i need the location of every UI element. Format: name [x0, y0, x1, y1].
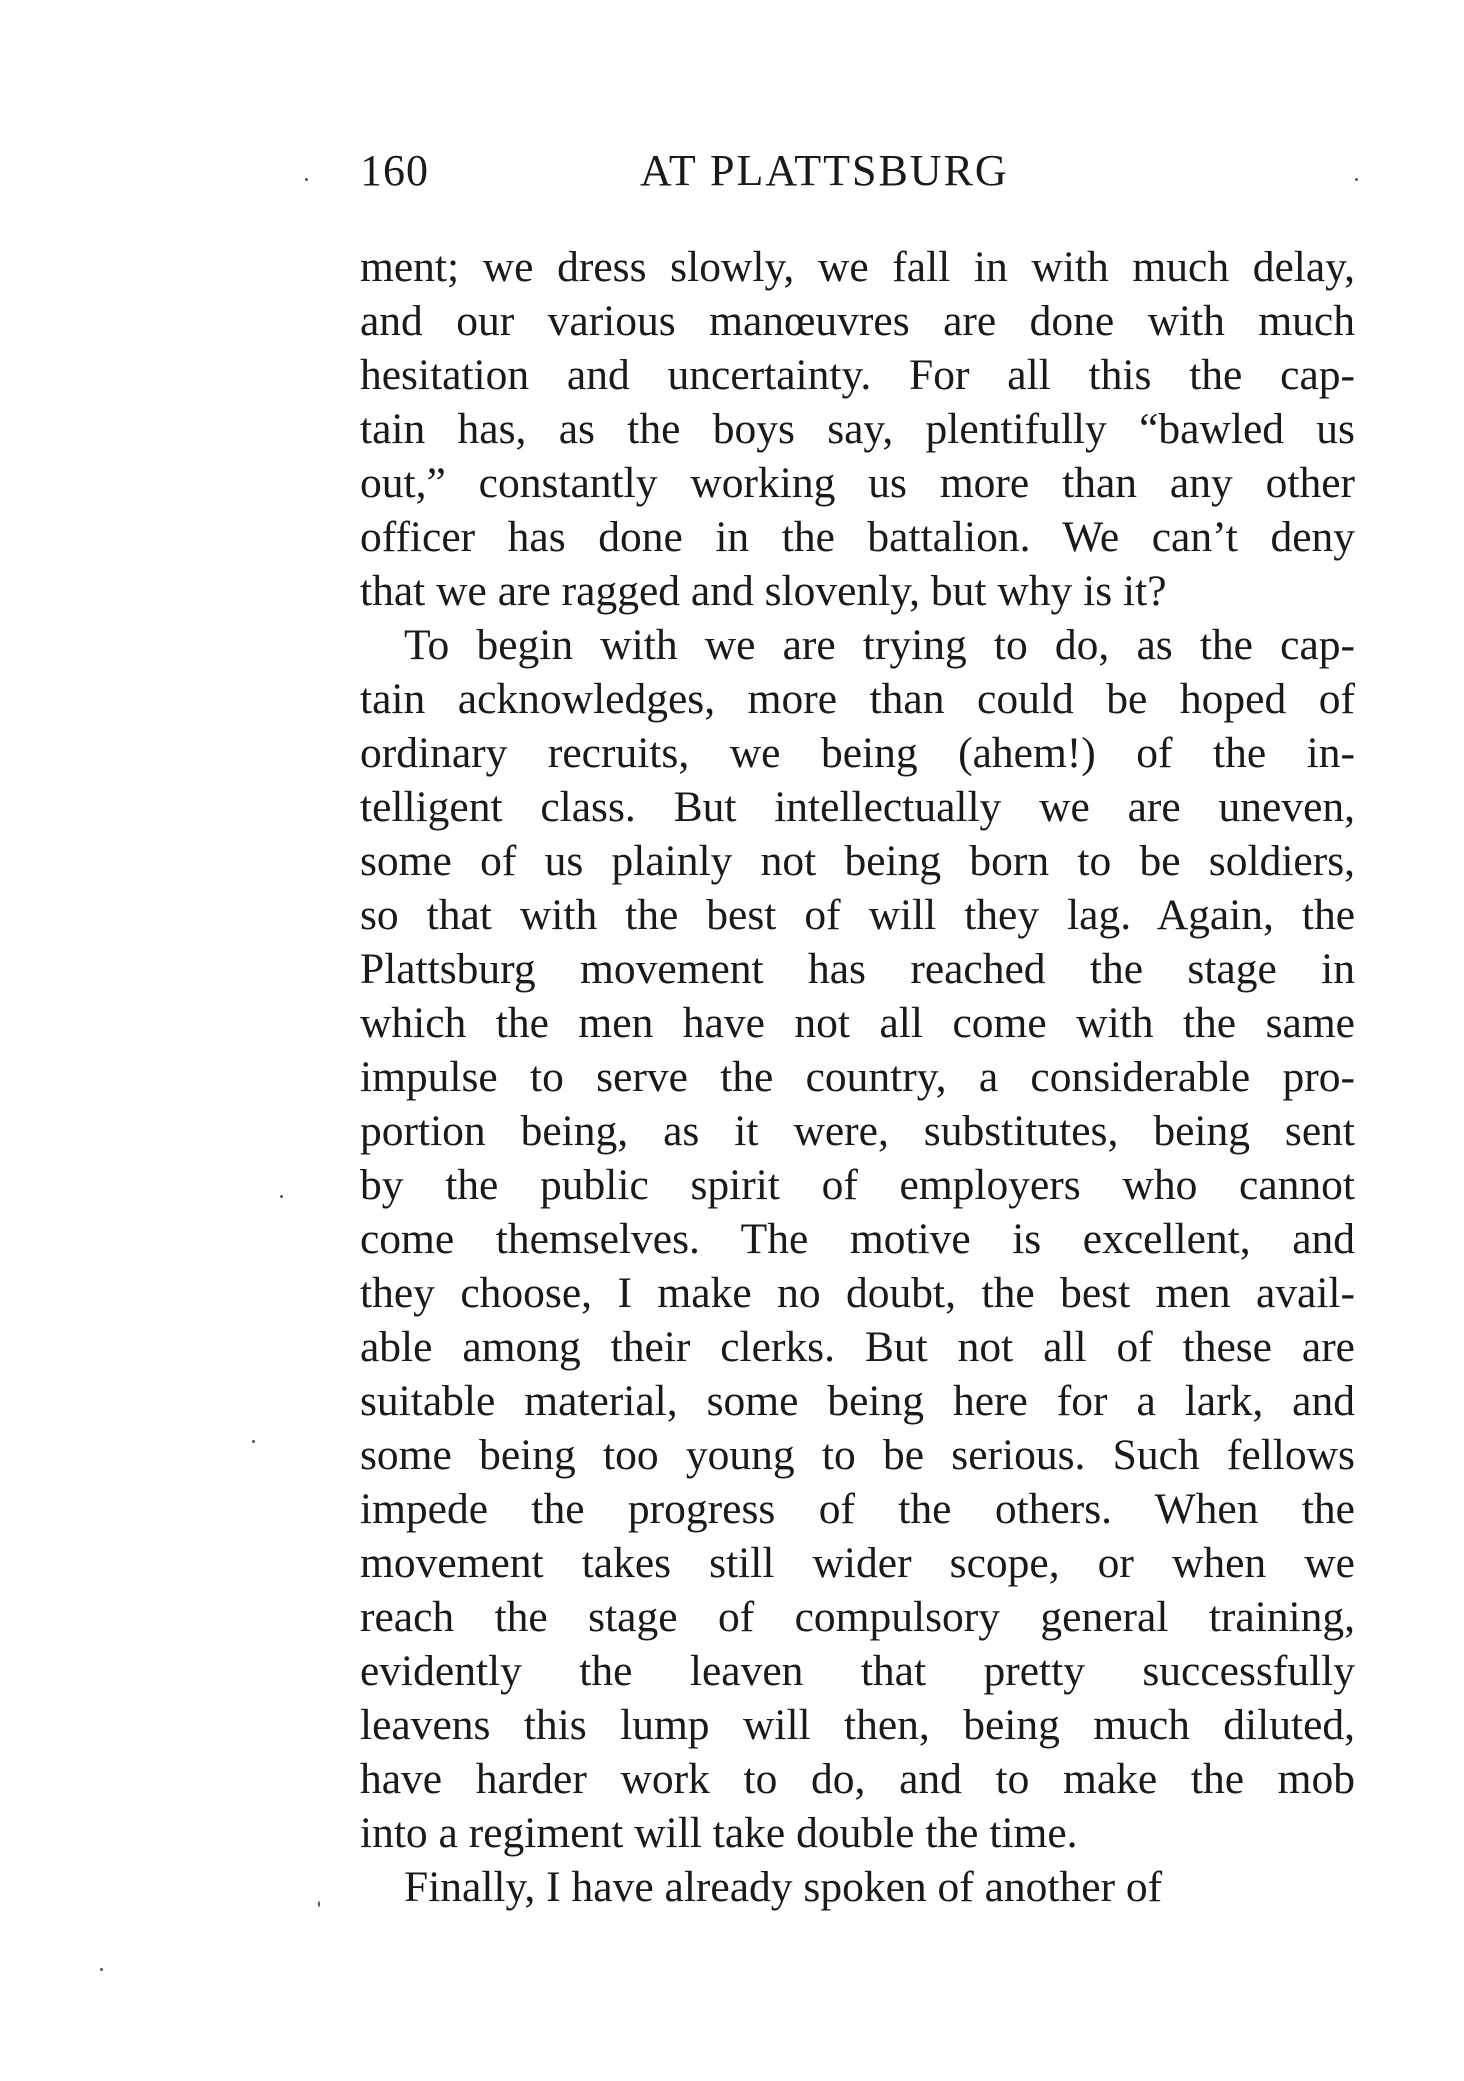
text-line: Finally, I have already spoken of another of: [404, 1863, 1163, 1911]
text-line: able among their clerks. But not all of these are: [360, 1323, 1355, 1371]
text-line: evidently the leaven that pretty successfully: [360, 1647, 1355, 1695]
scan-speck: [280, 1195, 283, 1198]
page-header: [360, 145, 1100, 205]
text-line: and our various manœuvres are done with much: [360, 297, 1355, 345]
text-line: ment; we dress slowly, we fall in with much delay,: [360, 243, 1355, 291]
text-line: tain acknowledges, more than could be hoped of: [360, 675, 1355, 723]
text-line: portion being, as it were, substitutes, being sent: [360, 1107, 1355, 1155]
scan-speck: [1355, 178, 1358, 181]
text-line: impede the progress of the others. When the: [360, 1485, 1355, 1533]
text-line: leavens this lump will then, being much diluted,: [360, 1701, 1355, 1749]
text-line: officer has done in the battalion. We can’t deny: [360, 513, 1355, 561]
text-line: so that with the best of will they lag. Again, the: [360, 891, 1355, 939]
body-text: [360, 240, 1355, 1914]
text-line: impulse to serve the country, a considerable pro-: [360, 1053, 1355, 1101]
text-line: tain has, as the boys say, plentifully “bawled us: [360, 405, 1355, 453]
scan-speck: [100, 1968, 103, 1971]
text-line: hesitation and uncertainty. For all this the cap-: [360, 351, 1355, 399]
text-line: movement takes still wider scope, or when we: [360, 1539, 1355, 1587]
text-line: into a regiment will take double the time.: [360, 1809, 1078, 1857]
scan-speck: [252, 1440, 255, 1443]
text-line: come themselves. The motive is excellent, and: [360, 1215, 1355, 1263]
text-line: they choose, I make no doubt, the best men avail-: [360, 1269, 1355, 1317]
page-number: 160: [360, 146, 429, 195]
text-line: by the public spirit of employers who cannot: [360, 1161, 1355, 1209]
scan-speck: [305, 178, 308, 181]
scan-speck: [318, 1901, 320, 1907]
text-line: reach the stage of compulsory general training,: [360, 1593, 1355, 1641]
text-line: some being too young to be serious. Such fellows: [360, 1431, 1355, 1479]
text-line: out,” constantly working us more than any other: [360, 459, 1355, 507]
text-line: some of us plainly not being born to be soldiers,: [360, 837, 1355, 885]
text-line: which the men have not all come with the same: [360, 999, 1355, 1047]
text-line: To begin with we are trying to do, as the cap-: [404, 621, 1355, 669]
running-title: AT PLATTSBURG: [640, 146, 1009, 195]
text-line: telligent class. But intellectually we are uneven,: [360, 783, 1355, 831]
text-line: ordinary recruits, we being (ahem!) of the in-: [360, 729, 1355, 777]
text-line: Plattsburg movement has reached the stage in: [360, 945, 1355, 993]
text-line: have harder work to do, and to make the mob: [360, 1755, 1355, 1803]
text-line: suitable material, some being here for a lark, and: [360, 1377, 1355, 1425]
text-line: that we are ragged and slovenly, but why is it?: [360, 567, 1167, 615]
